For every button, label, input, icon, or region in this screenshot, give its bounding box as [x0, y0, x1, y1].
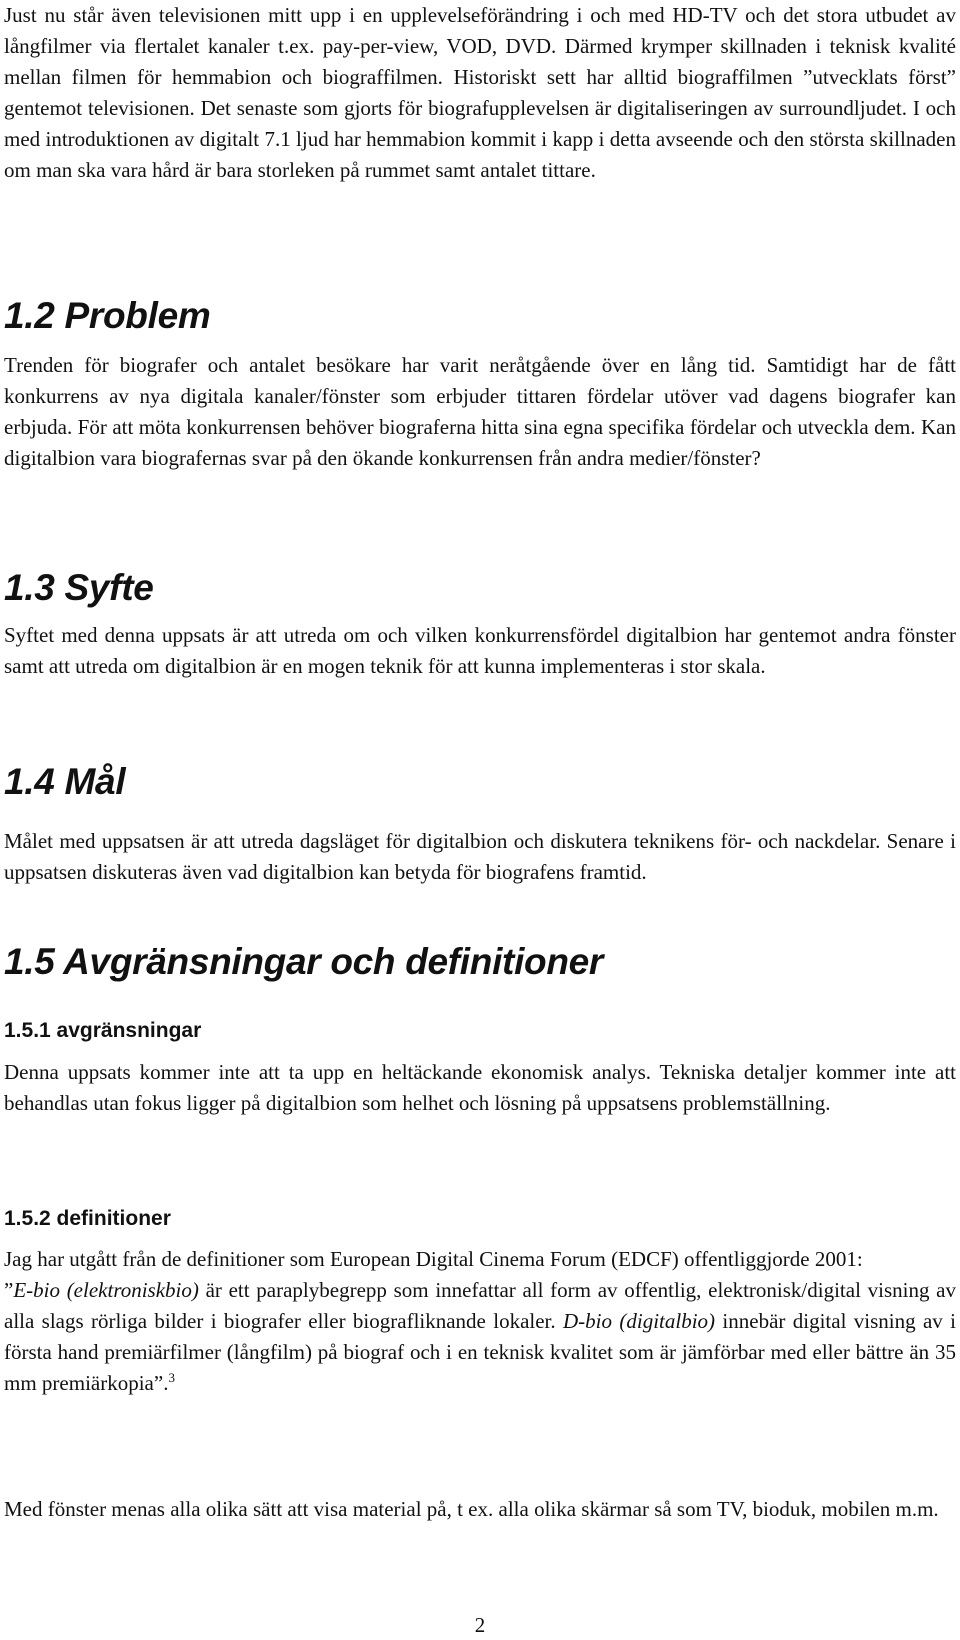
section-heading-avgransningar: 1.5 Avgränsningar och definitioner [4, 941, 604, 982]
avgransningar-paragraph: Denna uppsats kommer inte att ta upp en heltäckande ekonomisk analys. Tekniska detaljer kommer inte att behandlas utan fokus ligger på digitalbion som helhet och lösning på uppsatsens problemställning. [4, 1060, 956, 1115]
section-heading-mal: 1.4 Mål [4, 761, 126, 802]
quote-open-mark: ” [4, 1278, 14, 1302]
term-dbio: D-bio (digitalbio) [563, 1309, 716, 1333]
subsection-heading-definitioner: 1.5.2 definitioner [4, 1207, 171, 1230]
definition-dbio: innebär digital visning av i första hand premiärfilmer (långfilm) på biograf och i en teknisk kvalitet som är jämförbar med eller bättre än 35 mm premiärkopia”. [4, 1309, 957, 1395]
term-ebio: E-bio (elektroniskbio) [13, 1278, 199, 1302]
syfte-paragraph: Syftet med denna uppsats är att utreda om och vilken konkurrensfördel digitalbion har gentemot andra fönster samt att utreda om digitalbion är en mogen teknik för att kunna implementeras i stor skala. [4, 623, 956, 678]
definitioner-paragraph [4, 1244, 956, 1399]
section-heading-syfte: 1.3 Syfte [4, 567, 154, 608]
footnote-reference[interactable]: 3 [168, 1370, 175, 1385]
subsection-heading-avgransningar: 1.5.1 avgränsningar [4, 1019, 202, 1042]
section-heading-problem: 1.2 Problem [4, 295, 211, 336]
intro-paragraph: Just nu står även televisionen mitt upp i en upplevelseförändring i och med HD-TV och det stora utbudet av långfilmer via flertalet kanaler t.ex. pay-per-view, VOD, DVD. Därmed krymper skillnaden i teknisk kvalité mellan filmen för hemmabion och biograffilmen. Historiskt sett har alltid biograffilmen ”utvecklats först” gentemot televisionen. Det senaste som gjorts för biografupplevelsen är digitaliseringen av surroundljudet. I och med introduktionen av digitalt 7.1 ljud har hemmabion kommit i kapp i detta avseende och den största skillnaden om man ska vara hård är bara storleken på rummet samt antalet tittare. [4, 3, 956, 182]
fonster-paragraph: Med fönster menas alla olika sätt att visa material på, t ex. alla olika skärmar så som TV, bioduk, mobilen m.m. [4, 1497, 939, 1521]
problem-paragraph: Trenden för biografer och antalet besökare har varit neråtgående över en lång tid. Samtidigt har de fått konkurrens av nya digitala kanaler/fönster som erbjuder tittaren fördelar utöver vad dagens biografer kan erbjuda. För att möta konkurrensen behöver biograferna hitta sina egna specifika fördelar och utveckla dem. Kan digitalbion vara biografernas svar på den ökande konkurrensen från andra medier/fönster? [4, 353, 956, 470]
definitioner-intro: Jag har utgått från de definitioner som European Digital Cinema Forum (EDCF) offentliggjorde 2001: [4, 1247, 863, 1271]
mal-paragraph: Målet med uppsatsen är att utreda dagsläget för digitalbion och diskutera teknikens för- och nackdelar. Senare i uppsatsen diskuteras även vad digitalbion kan betyda för biografens framtid. [4, 829, 956, 884]
definition-ebio: är ett paraplybegrepp som innefattar all form av offentlig, elektronisk/digital visning av alla slags rörliga bilder i biografer eller biografliknande lokaler. [4, 1278, 957, 1333]
page-number: 2 [474, 1613, 486, 1637]
